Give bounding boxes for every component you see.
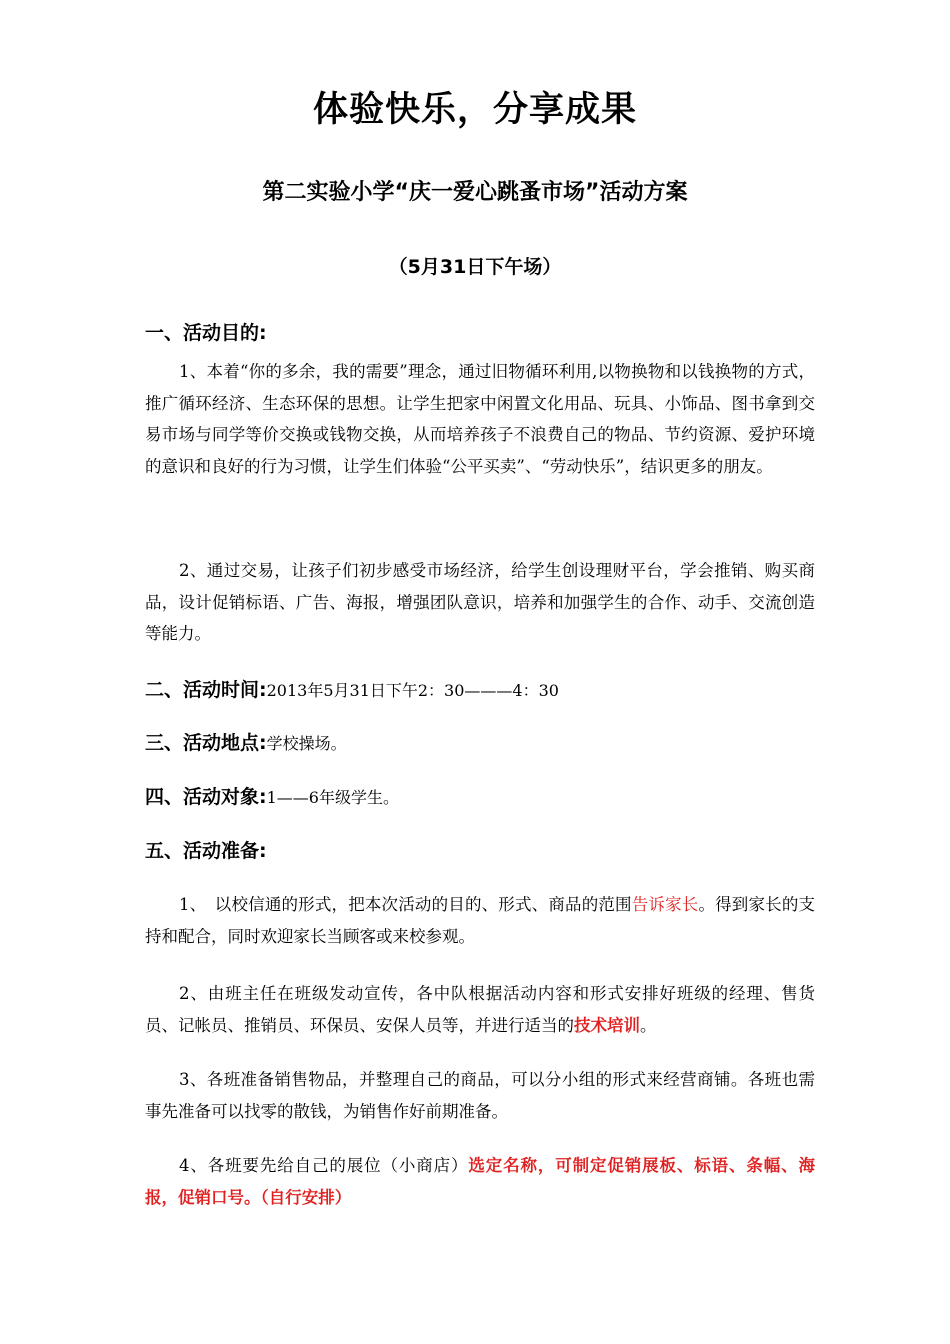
- prep2-text-a: 2、由班主任在班级发动宣传，各中队根据活动内容和形式安排好班级的经理、售货员、记帐员、推销员、环保员、安保人员等，并进行适当的: [145, 984, 815, 1035]
- prep1-text-a: 1、 以校信通的形式，把本次活动的目的、形式、商品的范围: [179, 895, 632, 914]
- preparation-paragraph-3: 3、各班准备销售物品，并整理自己的商品，可以分小组的形式来经营商铺。各班也需事先准备可以找零的散钱，为销售作好前期准备。: [145, 1070, 815, 1121]
- time-value: 2013年5月31日下午2：30———4：30: [266, 681, 559, 700]
- document-subtitle: 第二实验小学“庆一爱心跳蚤市场”活动方案: [262, 180, 688, 205]
- prep4-highlight: 选定名称，可制定促销展板、标语、条幅、海报，促销口号。（自行安排）: [145, 1156, 815, 1207]
- section-heading-audience: [145, 782, 399, 809]
- prep1-highlight: 告诉家长: [631, 895, 699, 914]
- audience-label: 四、活动对象:: [145, 786, 267, 808]
- session-label: （5月31日下午场）: [388, 256, 562, 278]
- prep2-text-b: 。: [640, 1015, 657, 1035]
- prep2-highlight: 技术培训: [574, 1015, 640, 1035]
- time-label: 二、活动时间:: [145, 679, 267, 701]
- purpose-paragraph-2: 2、通过交易，让孩子们初步感受市场经济，给学生创设理财平台，学会推销、购买商品，设计促销标语、广告、海报，增强团队意识，培养和加强学生的合作、动手、交流创造等能力。: [145, 561, 815, 643]
- preparation-paragraph-4: [145, 1150, 815, 1213]
- section-heading-time: [145, 675, 559, 702]
- document-title: 体验快乐，分享成果: [312, 90, 637, 130]
- location-label: 三、活动地点:: [145, 732, 267, 754]
- prep1-text-b: 。得到家长的支持和配合，同时欢迎家长当顾客或来校参观。: [145, 895, 816, 946]
- preparation-paragraph-2: [145, 978, 815, 1041]
- audience-value: 1——6年级学生。: [266, 788, 399, 807]
- purpose-paragraph-1: 1、本着“你的多余，我的需要”理念，通过旧物循环利用,以物换物和以钱换物的方式，推广循环经济、生态环保的思想。让学生把家中闲置文化用品、玩具、小饰品、图书拿到交易市场与同学等价交换或钱物交换，从而培养孩子不浪费自己的物品、节约资源、爱护环境的意识和良好的行为习惯，让学生们体验“公平买卖”、“劳动快乐”，结识更多的朋友。: [145, 362, 815, 476]
- prep4-text-a: 4、各班要先给自己的展位（小商店）: [179, 1156, 469, 1175]
- preparation-paragraph-1: [145, 889, 815, 952]
- section-heading-preparation: 五、活动准备:: [145, 840, 267, 862]
- section-heading-purpose: 一、活动目的:: [145, 322, 267, 344]
- section-heading-location: [145, 728, 347, 755]
- location-value: 学校操场。: [266, 734, 347, 753]
